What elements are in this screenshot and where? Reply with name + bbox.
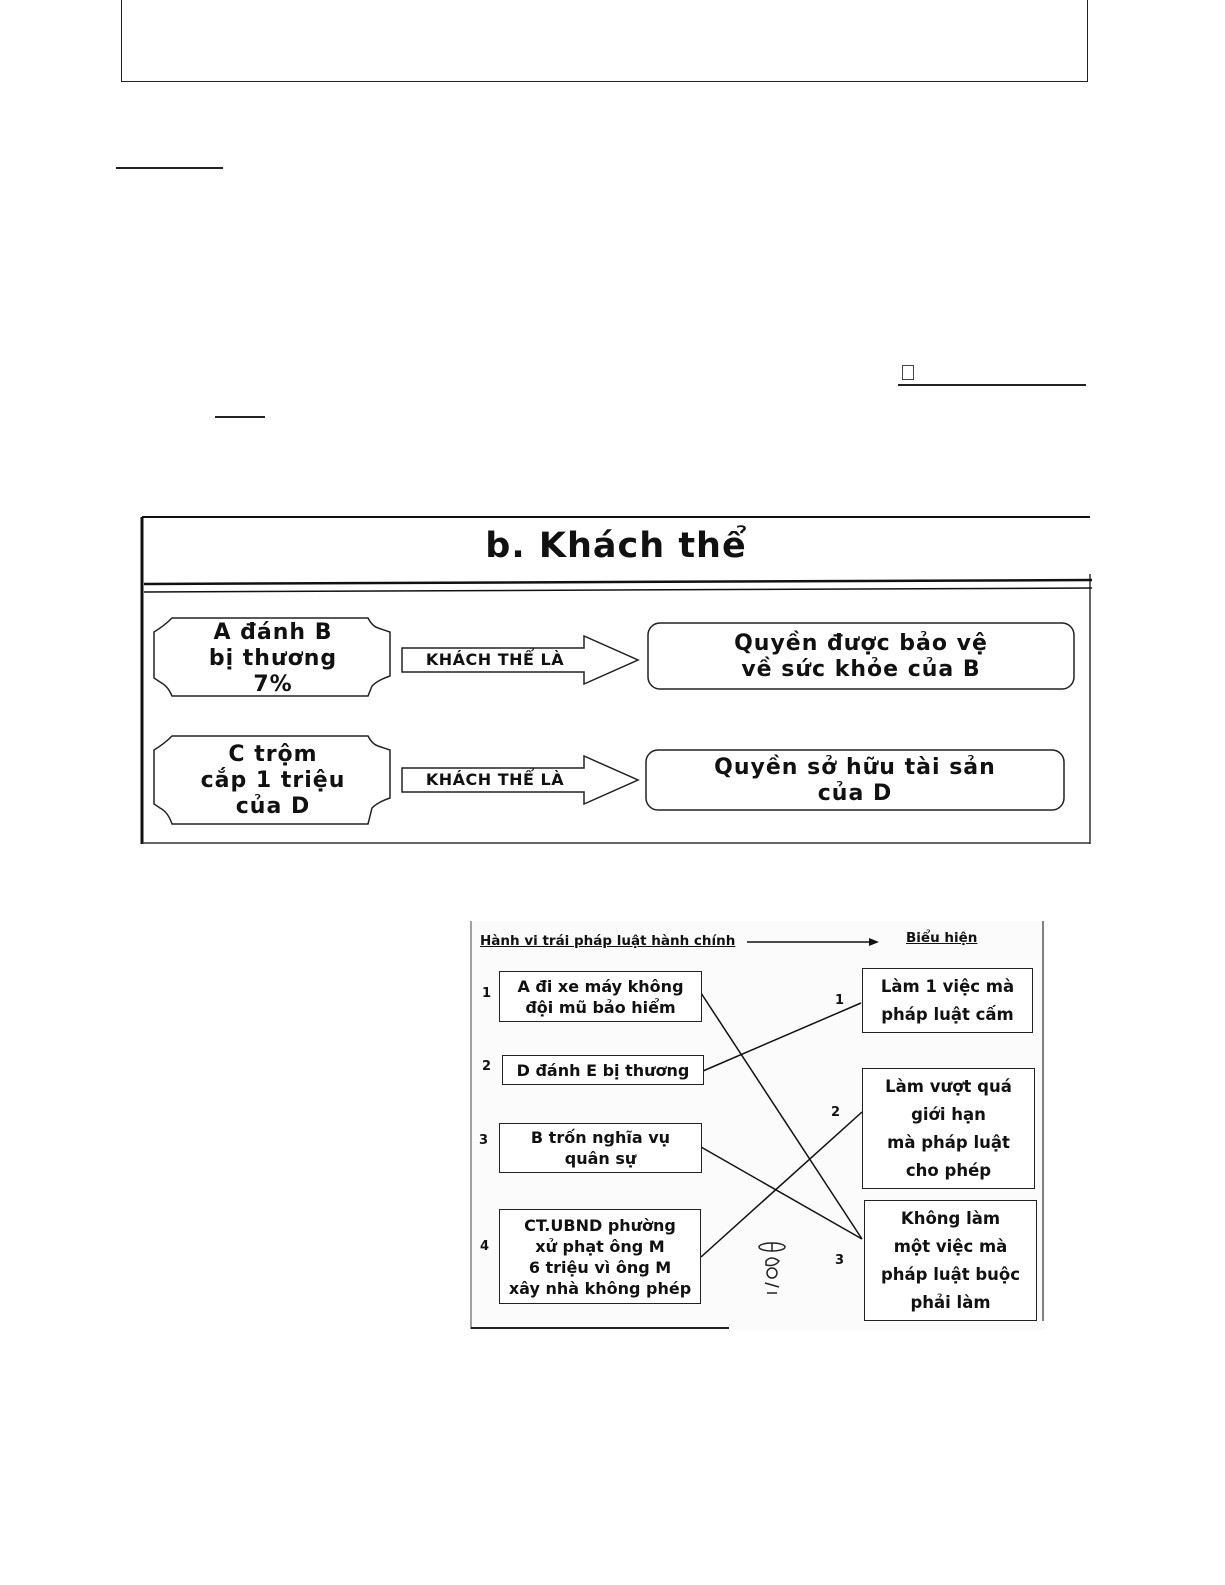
acts-header: Hành vi trái pháp luật hành chính — [480, 933, 736, 949]
manifestation-number: 3 — [835, 1253, 845, 1268]
manifestations-header: Biểu hiện — [906, 930, 978, 946]
manifestation-box-2: Làm vượt quá giới hạn mà pháp luật cho phép — [862, 1068, 1035, 1189]
link-act4-to-m2 — [701, 1112, 862, 1257]
act-number: 2 — [482, 1059, 492, 1074]
administrative-violation-figure — [469, 921, 1045, 1330]
arrow-label-1: KHÁCH THỂ LÀ — [425, 650, 565, 669]
link-act2-to-m1 — [703, 1003, 861, 1071]
act-number: 4 — [480, 1239, 490, 1254]
top-frame-box — [121, 0, 1088, 82]
manifestation-number: 2 — [831, 1105, 841, 1120]
act-box-1: A đi xe máy không đội mũ bảo hiểm — [499, 971, 702, 1022]
result-text-1: Quyền được bảo vệ về sức khỏe của B — [734, 631, 988, 682]
manifestation-number: 1 — [835, 993, 845, 1008]
case-text-2: C trộm cắp 1 triệu của D — [200, 742, 346, 819]
underline-rule — [215, 416, 265, 418]
doodle-figure — [759, 1243, 785, 1293]
case-text-1: A đánh B bị thương 7% — [208, 620, 338, 697]
act-number: 1 — [482, 986, 492, 1001]
underline-rule — [898, 384, 1086, 386]
underline-rule — [116, 167, 223, 169]
act-number: 3 — [479, 1133, 489, 1148]
manifestation-box-1: Làm 1 việc mà pháp luật cấm — [862, 968, 1033, 1033]
checkbox-glyph — [902, 365, 914, 380]
object-of-law-figure — [140, 514, 1092, 845]
manifestation-box-3: Không làm một việc mà pháp luật buộc phải làm — [864, 1200, 1037, 1321]
act-box-2: D đánh E bị thương — [502, 1055, 704, 1085]
link-act3-to-m3 — [701, 1147, 862, 1239]
figure1-title: b. Khách thể — [485, 526, 747, 566]
result-text-2: Quyền sở hữu tài sản của D — [714, 755, 996, 806]
arrow-label-2: KHÁCH THỂ LÀ — [425, 770, 565, 789]
act-box-4: CT.UBND phường xử phạt ông M 6 triệu vì ông M xây nhà không phép — [499, 1209, 701, 1304]
act-box-3: B trốn nghĩa vụ quân sự — [499, 1123, 702, 1173]
